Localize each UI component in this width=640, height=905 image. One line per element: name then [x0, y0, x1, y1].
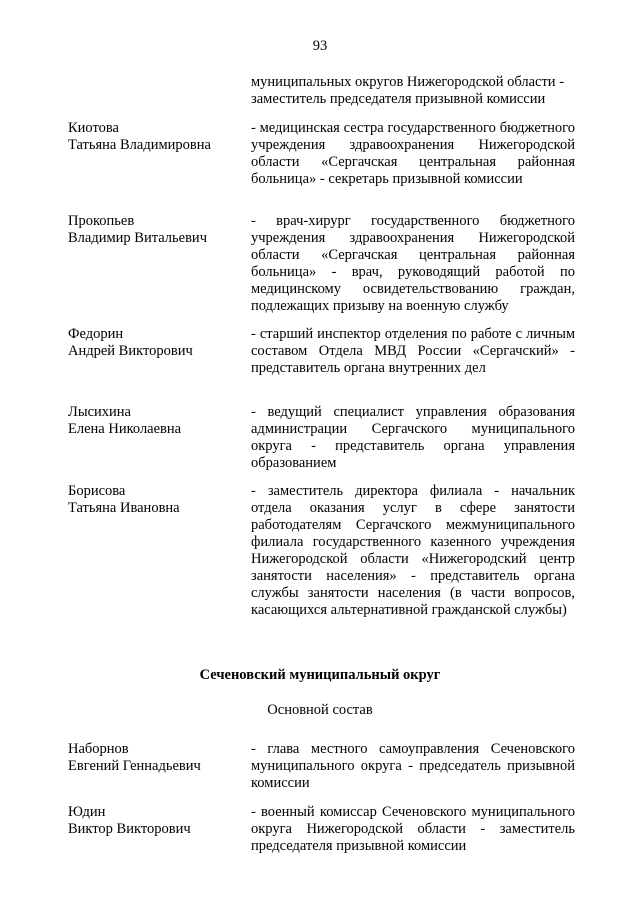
member-given-name: Владимир Витальевич	[68, 230, 207, 246]
member-role: - врач-хирург государственного бюджетного учреждения здравоохранения Нижегородской области «Сергачская центральная районная больница» - врач, руководящий работой по медицинскому освидетельствованию граждан, подлежащих призыву на военную службу	[251, 213, 575, 314]
member-surname: Борисова	[68, 483, 126, 499]
member-name	[68, 213, 238, 247]
member-name	[68, 483, 238, 517]
member-role: - старший инспектор отделения по работе с личным составом Отдела МВД России «Сергачский» - представитель органа внутренних дел	[251, 326, 575, 376]
member-given-name: Виктор Викторович	[68, 821, 191, 837]
member-surname: Юдин	[68, 804, 106, 820]
member-given-name: Татьяна Владимировна	[68, 137, 211, 153]
continuation-text: муниципальных округов Нижегородской области - заместитель председателя призывной комиссии	[251, 74, 565, 107]
member-name	[68, 804, 238, 838]
member-name	[68, 404, 238, 438]
member-role: - заместитель директора филиала - начальник отдела оказания услуг в сфере занятости работодателям Сергачского межмуниципального филиала государственного казенного учреждения Нижегородской области «Нижегородский центр занятости населения» - представитель органа службы занятости населения (в части вопросов, касающихся альтернативной гражданской службы)	[251, 483, 575, 618]
section-title: Сеченовский муниципальный округ	[199, 667, 441, 683]
member-given-name: Евгений Геннадьевич	[68, 758, 201, 774]
member-given-name: Андрей Викторович	[68, 343, 193, 359]
member-given-name: Татьяна Ивановна	[68, 500, 180, 516]
member-surname: Лысихина	[68, 404, 131, 420]
member-surname: Наборнов	[68, 741, 129, 757]
member-role: - глава местного самоуправления Сеченовского муниципального округа - председатель призывной комиссии	[251, 741, 575, 791]
member-name	[68, 120, 238, 154]
member-given-name: Елена Николаевна	[68, 421, 182, 437]
member-surname: Прокопьев	[68, 213, 135, 229]
member-role: - ведущий специалист управления образования администрации Сергачского муниципального округа - представитель органа управления образованием	[251, 404, 575, 471]
subsection-title: Основной состав	[267, 702, 373, 718]
member-name	[68, 741, 238, 775]
member-surname: Киотова	[68, 120, 119, 136]
member-surname: Федорин	[68, 326, 124, 342]
member-role: - военный комиссар Сеченовского муниципального округа Нижегородской области - заместитель председателя призывной комиссии	[251, 804, 575, 854]
member-role: - медицинская сестра государственного бюджетного учреждения здравоохранения Нижегородской области «Сергачская центральная районная больница» - секретарь призывной комиссии	[251, 120, 575, 187]
member-name	[68, 326, 238, 360]
page-number: 93	[312, 38, 328, 54]
